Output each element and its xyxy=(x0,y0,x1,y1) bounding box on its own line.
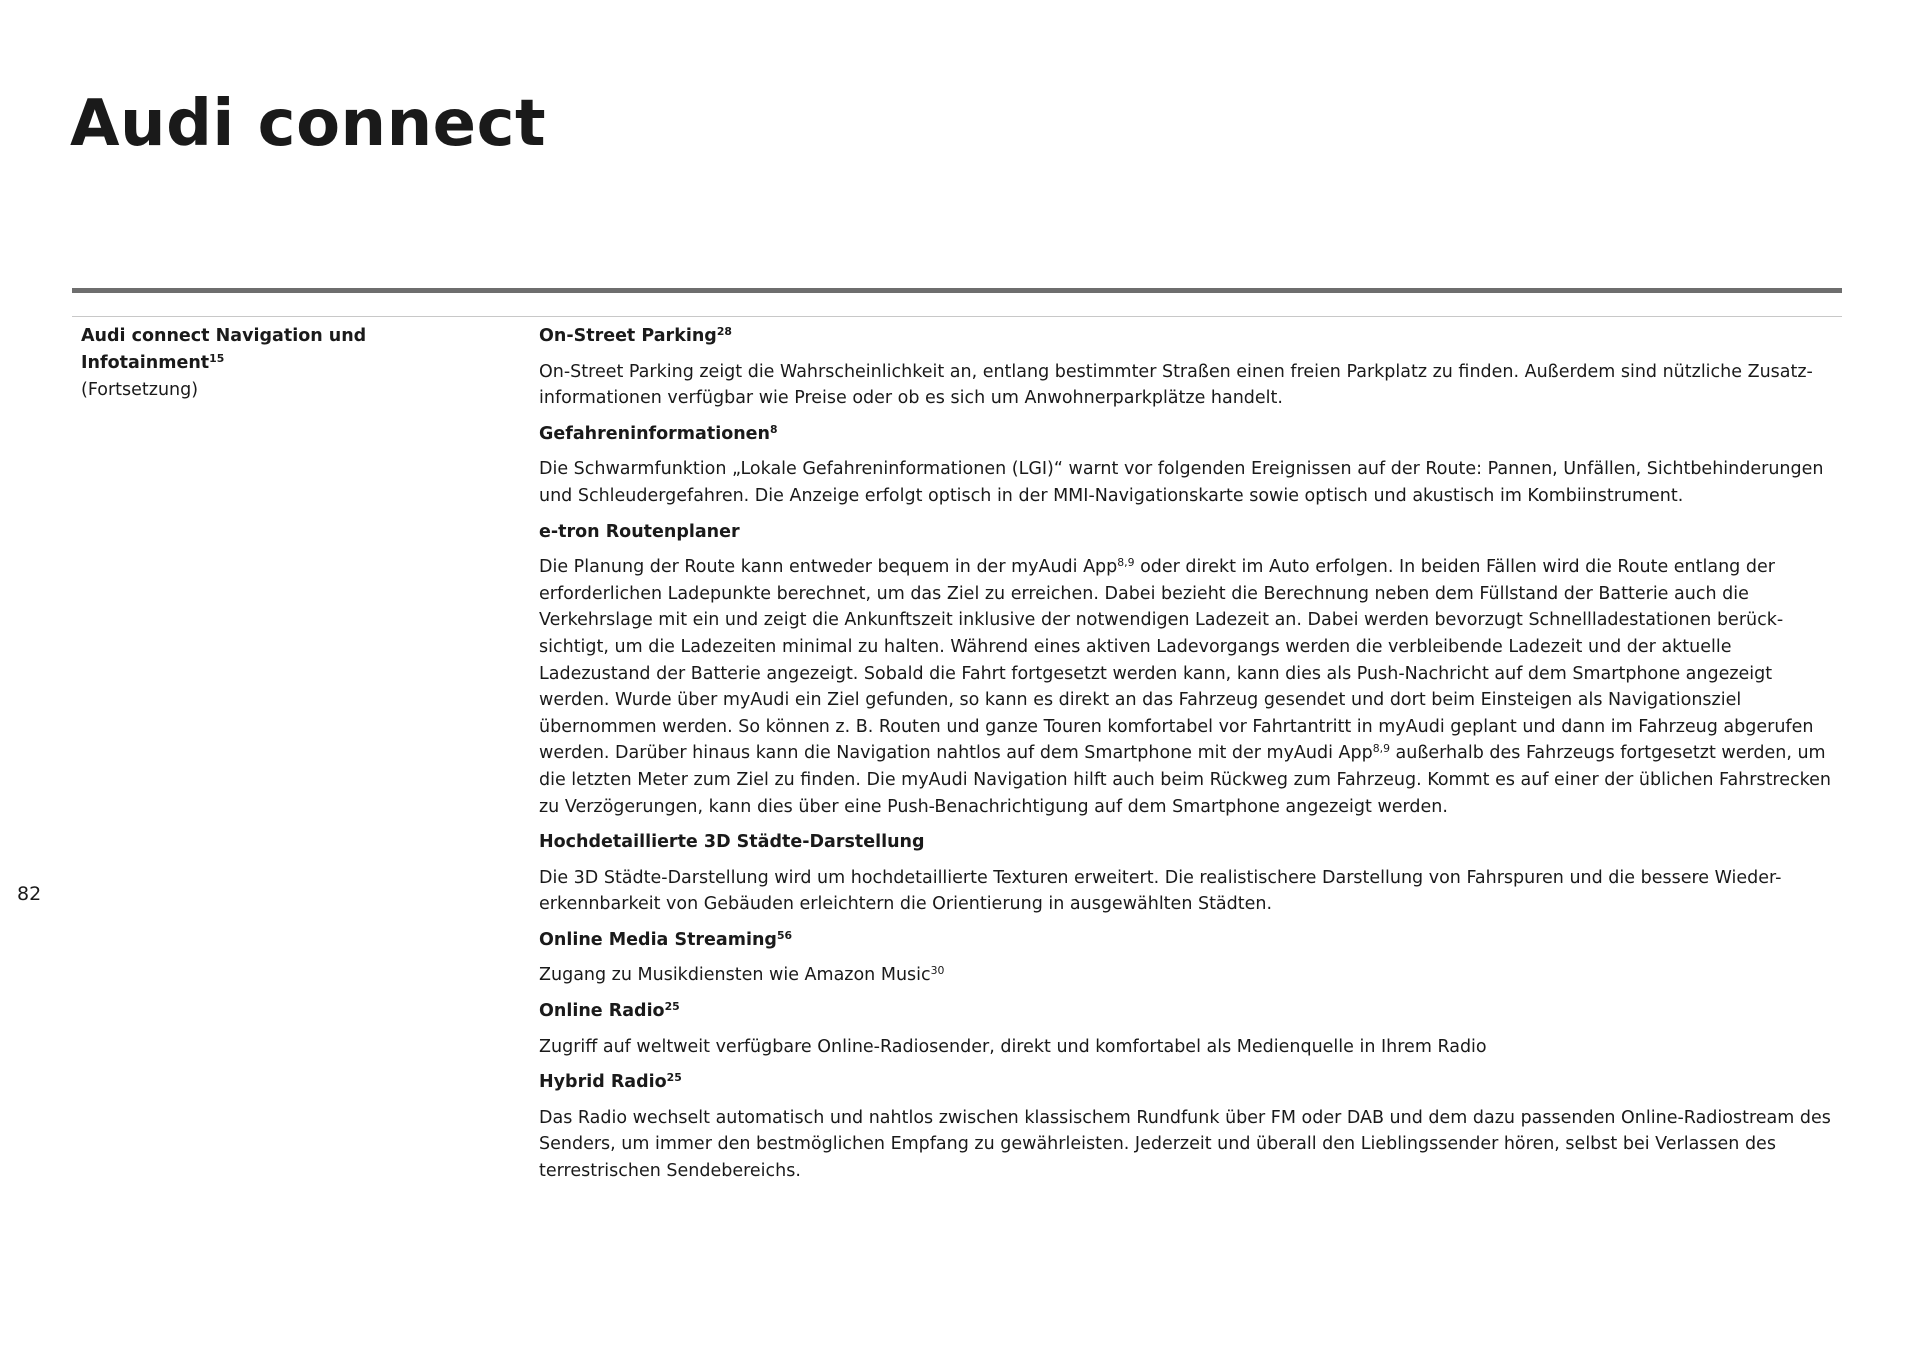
feature-on-street-parking xyxy=(539,323,1842,412)
feature-title xyxy=(539,421,1842,448)
feature-description xyxy=(539,962,1842,989)
feature-3d-staedte-darstellung xyxy=(539,829,1842,918)
category-subheading: (Fortsetzung) xyxy=(81,380,199,400)
feature-gefahreninformationen xyxy=(539,421,1842,510)
feature-title: Hochdetaillierte 3D Städte-Darstellung xyxy=(539,832,925,853)
header-divider-thick xyxy=(72,288,1842,293)
page-title: Audi connect xyxy=(70,87,547,161)
feature-description: Zugriff auf weltweit verfügbare Online-Radiosender, direkt und komfortabel als Medienquelle in Ihrem Radio xyxy=(539,1036,1487,1057)
feature-title xyxy=(539,1069,1842,1096)
feature-description xyxy=(539,554,1842,820)
page-number: 82 xyxy=(17,883,42,905)
footnote-ref: 8,9 xyxy=(1117,556,1135,570)
footnote-ref: 8,9 xyxy=(1372,742,1390,756)
category-heading xyxy=(81,323,501,377)
feature-description: Die Schwarmfunktion „Lokale Gefahreninformationen (LGI)“ warnt vor folgenden Ereignissen auf der Route: Pannen, Unfällen, Sichtbehinderungen und Schleudergefahren. Die Anzeige erfolgt optisch in der MMI-Navigationskarte sowie optisch und akustisch im Kombiinstrument. xyxy=(539,459,1824,506)
footnote-ref: 15 xyxy=(209,352,225,366)
feature-title-text: Online Radio xyxy=(539,1001,665,1022)
feature-list xyxy=(539,323,1842,1194)
footnote-ref: 25 xyxy=(666,1071,682,1085)
feature-etron-routenplaner xyxy=(539,519,1842,821)
feature-title-text: Online Media Streaming xyxy=(539,929,777,950)
feature-title: e-tron Routenplaner xyxy=(539,521,740,542)
feature-online-media-streaming xyxy=(539,927,1842,989)
feature-hybrid-radio xyxy=(539,1069,1842,1184)
footnote-ref: 30 xyxy=(930,964,945,978)
feature-title xyxy=(539,998,1842,1025)
feature-title xyxy=(539,323,1842,350)
description-text: Zugang zu Musikdiensten wie Amazon Music xyxy=(539,965,931,986)
feature-description: Das Radio wechselt automatisch und nahtlos zwischen klassischem Rundfunk über FM oder DAB und dem dazu passenden Online-Radiostream des Senders, um immer den bestmöglichen Empfang zu gewährleisten. Jederzeit und überall den Lieblingssender hören, selbst bei Verlassen des terrestrischen Sendebereichs. xyxy=(539,1107,1831,1182)
feature-description: On-Street Parking zeigt die Wahrscheinlichkeit an, entlang bestimmter Straßen einen freien Parkplatz zu finden. Außerdem sind nützliche Zusatz-informationen verfügbar wie Preise oder ob es sich um Anwohnerparkplätze handelt. xyxy=(539,361,1813,409)
category-column xyxy=(81,323,501,404)
description-text: oder direkt im Auto erfolgen. In beiden Fällen wird die Route entlang der erforderlichen Ladepunkte berechnet, um das Ziel zu erreichen. Dabei bezieht die Berechnung neben dem Füllstand der Batterie auch die Verkehrslage mit ein und zeigt die Ankunftszeit inklusive der notwendigen Ladezeit an. Dabei werden bevorzugt Schnellladestationen berück-sichtigt, um die Ladezeiten minimal zu halten. Während eines aktiven Ladevorgangs werden die verbleibende Ladezeit und der aktuelle Ladezustand der Batterie angezeigt. Sobald die Fahrt fortgesetzt werden kann, kann dies als Push-Nachricht auf dem Smartphone angezeigt werden. Wurde über myAudi ein Ziel gefunden, so kann es direkt an das Fahrzeug gesendet und dort beim Einsteigen als Navigationsziel übernommen werden. So können z. B. Routen und ganze Touren komfortabel vor Fahrtantritt in myAudi geplant und dann im Fahrzeug abgerufen werden. Darüber hinaus kann die Navigation nahtlos auf dem Smartphone mit der myAudi App xyxy=(539,557,1814,764)
footnote-ref: 25 xyxy=(664,1000,680,1014)
feature-title-text: Hybrid Radio xyxy=(539,1072,667,1093)
feature-online-radio xyxy=(539,998,1842,1060)
feature-description: Die 3D Städte-Darstellung wird um hochdetaillierte Texturen erweitert. Die realistischere Darstellung von Fahrspuren und die bessere Wieder-erkennbarkeit von Gebäuden erleichtern die Orientierung in ausgewählten Städten. xyxy=(539,867,1782,915)
feature-title xyxy=(539,927,1842,954)
feature-title-text: On-Street Parking xyxy=(539,326,717,346)
footnote-ref: 28 xyxy=(716,325,732,339)
description-text: außerhalb des Fahrzeugs fortgesetzt werden, um die letzten Meter zum Ziel zu finden. Die myAudi Navigation hilft auch beim Rückweg zum Fahrzeug. Kommt es auf einer der üblichen Fahrstrecken zu Verzögerungen, kann dies über eine Push-Benachrichtigung auf dem Smartphone angezeigt werden. xyxy=(539,743,1832,817)
footnote-ref: 8 xyxy=(770,422,778,436)
category-heading-text: Audi connect Navigation und Infotainment xyxy=(81,326,367,373)
header-divider-thin xyxy=(72,316,1842,317)
description-text: Die Planung der Route kann entweder bequem in der myAudi App xyxy=(539,557,1118,578)
footnote-ref: 56 xyxy=(776,928,793,942)
feature-title-text: Gefahreninformationen xyxy=(539,423,771,444)
